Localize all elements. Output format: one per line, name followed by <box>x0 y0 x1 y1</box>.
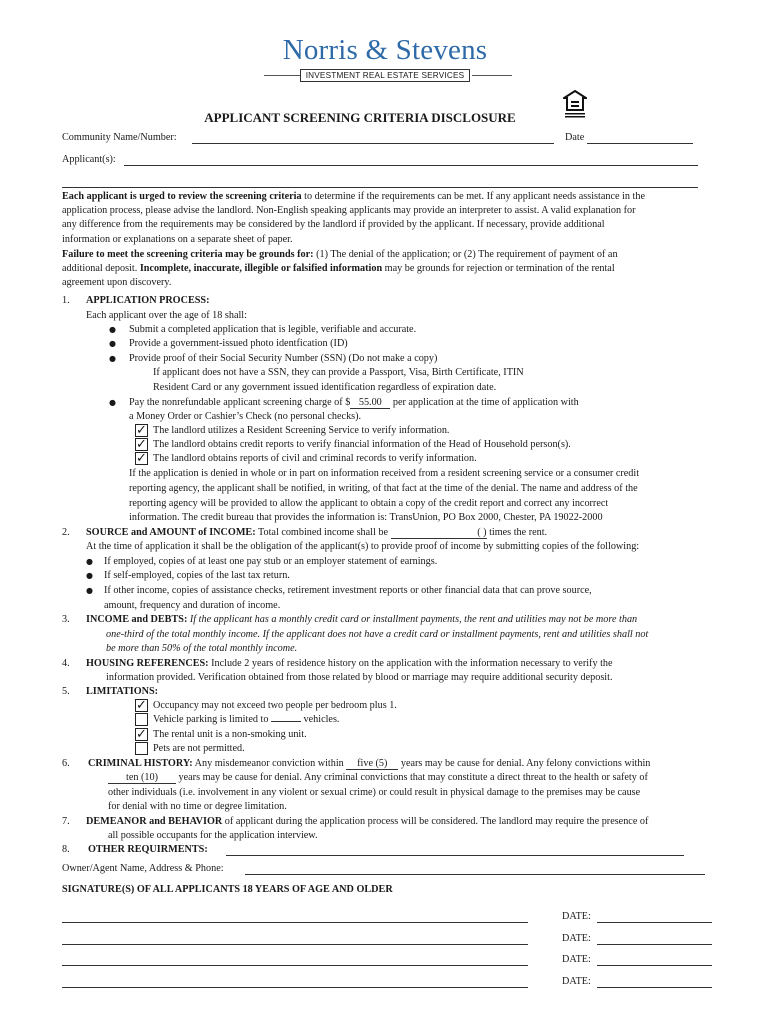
date-label-1: DATE: <box>562 911 591 922</box>
intro-line-4: information or explanations on a separate sheet of paper. <box>62 234 293 245</box>
signature-line-1[interactable] <box>62 922 528 923</box>
section-3-line-2: one-third of the total monthly income. If the applicant does not have a credit card or installment payments, rent and utilities shall not <box>106 629 649 640</box>
company-logo <box>0 34 770 66</box>
s1-bullet-4-line-2: a Money Order or Cashier’s Check (no personal checks). <box>129 411 362 422</box>
section-4-line-1: HOUSING REFERENCES: Include 2 years of residence history on the application with the information necessary to verify the <box>86 658 613 669</box>
date-label-4: DATE: <box>562 976 591 987</box>
section-4-number: 4. <box>62 658 70 669</box>
applicants-field[interactable] <box>124 165 698 166</box>
s1-bullet-3-line-3: Resident Card or any government issued identification regardless of expiration date. <box>153 382 497 393</box>
section-8-heading: OTHER REQUIRMENTS: <box>88 844 208 855</box>
screening-fee-field[interactable]: 55.00 <box>350 397 390 409</box>
s1-denial-line-3: reporting agency will be provided to allow the applicant to obtain a copy of the credit report and correct any incorrect <box>129 498 609 509</box>
date-line-4[interactable] <box>597 987 712 988</box>
page-title: APPLICANT SCREENING CRITERIA DISCLOSURE <box>204 110 516 125</box>
intro-line-2: application process, please advise the landlord. Non-English speaking applicants may provide an interpreter to assist. A valid explanation for <box>62 205 636 216</box>
section-6-line-3: other individuals (i.e. involvement in any violent or sexual crime) or could result in physical damage to the premises may be cause <box>108 787 641 798</box>
date-line-2[interactable] <box>597 944 712 945</box>
signature-line-4[interactable] <box>62 987 528 988</box>
s1-bullet-3-line-2: If applicant does not have a SSN, they can provide a Passport, Visa, Birth Certificate, ITIN <box>153 367 524 378</box>
s1-bullet-3: Provide proof of their Social Security Number (SSN) (Do not make a copy) <box>129 353 438 364</box>
failure-line-2: additional deposit. Incomplete, inaccurate, illegible or falsified information may be grounds for rejection or termination of the rental <box>62 263 615 274</box>
applicants-label: Applicant(s): <box>62 154 116 165</box>
felony-years-field[interactable]: ten (10) <box>108 772 176 784</box>
section-2-intro: At the time of application it shall be the obligation of the applicant(s) to provide proof of income by submitting copies of the following: <box>86 541 640 552</box>
date-line-1[interactable] <box>597 922 712 923</box>
community-field[interactable] <box>192 143 554 144</box>
bullet-icon: ● <box>109 339 116 348</box>
s1-bullet-2: Provide a government-issued photo identfication (ID) <box>129 338 348 349</box>
section-3-line-3: be more than 50% of the total monthly income. <box>106 643 298 654</box>
s2-bullet-2: If self-employed, copies of the last tax return. <box>104 570 290 581</box>
bullet-icon: ● <box>86 571 93 580</box>
section-6-line-1: CRIMINAL HISTORY: Any misdemeanor conviction within five (5) years may be cause for denial. Any felony convictions within <box>88 758 651 769</box>
checkbox-vehicle-parking[interactable] <box>135 713 148 726</box>
misdemeanor-years-field[interactable]: five (5) <box>346 758 398 770</box>
applicants-field-line-2[interactable] <box>62 187 698 188</box>
logo-name-left: Norris <box>282 34 358 66</box>
section-4-line-2: information provided. Verification obtained from those related by blood or marriage may require additional security deposit. <box>106 672 613 683</box>
date-line-3[interactable] <box>597 965 712 966</box>
failure-line-3: agreement upon discovery. <box>62 277 172 288</box>
tagline: INVESTMENT REAL ESTATE SERVICES <box>0 69 770 83</box>
s5-check-4: Pets are not permitted. <box>153 743 245 754</box>
date-label-2: DATE: <box>562 933 591 944</box>
checkbox-criminal-records[interactable]: ✓ <box>136 451 147 466</box>
section-8-number: 8. <box>62 844 70 855</box>
checkbox-screening-service[interactable]: ✓ <box>136 423 147 438</box>
section-1-intro: Each applicant over the age of 18 shall: <box>86 310 247 321</box>
section-1-heading: APPLICATION PROCESS: <box>86 295 210 306</box>
section-2-number: 2. <box>62 527 70 538</box>
s5-check-1: Occupancy may not exceed two people per bedroom plus 1. <box>153 700 397 711</box>
s1-denial-line-4: information. The credit bureau that provides the information is: TransUnion, PO Box 2000, Chester, PA 19022-2000 <box>129 512 603 523</box>
section-5-heading: LIMITATIONS: <box>86 686 159 697</box>
owner-label: Owner/Agent Name, Address & Phone: <box>62 863 224 874</box>
section-2-line-1: SOURCE and AMOUNT of INCOME: Total combined income shall be ( ) times the rent. <box>86 527 548 538</box>
failure-line-1: Failure to meet the screening criteria may be grounds for: (1) The denial of the application; or (2) The requirement of payment of an <box>62 249 618 260</box>
logo-name-right: Stevens <box>395 34 488 66</box>
signature-heading: SIGNATURE(S) OF ALL APPLICANTS 18 YEARS OF AGE AND OLDER <box>62 884 393 895</box>
s1-check-3: The landlord obtains reports of civil and criminal records to verify information. <box>153 453 477 464</box>
bullet-icon: ● <box>109 325 116 334</box>
checkbox-pets[interactable] <box>135 742 148 755</box>
date-field[interactable] <box>587 143 693 144</box>
s2-bullet-3-line-2: amount, frequency and duration of income. <box>104 600 281 611</box>
section-7-line-1: DEMEANOR and BEHAVIOR of applicant during the application process will be considered. The landlord may require the presence of <box>86 816 649 827</box>
s2-bullet-1: If employed, copies of at least one pay stub or an employer statement of earnings. <box>104 556 438 567</box>
signature-line-2[interactable] <box>62 944 528 945</box>
section-6-line-4: for denial with no time or degree limitation. <box>108 801 287 812</box>
income-multiple-field[interactable]: ( ) <box>391 527 487 539</box>
section-6-number: 6. <box>62 758 70 769</box>
community-label: Community Name/Number: <box>62 132 177 143</box>
s1-denial-line-2: reporting agency, the applicant shall be notified, in writing, of that fact at the time of the denial. The name and address of the <box>129 483 638 494</box>
signature-line-3[interactable] <box>62 965 528 966</box>
logo-ampersand: & <box>365 34 389 66</box>
intro-line-3: any difference from the requirements may be considered by the landlord if provided by the applicant. If necessary, provide additional <box>62 219 605 230</box>
bullet-icon: ● <box>109 354 116 363</box>
section-7-number: 7. <box>62 816 70 827</box>
checkbox-credit-reports[interactable]: ✓ <box>136 437 147 452</box>
bullet-icon: ● <box>86 557 93 566</box>
s2-bullet-3: If other income, copies of assistance checks, retirement investment reports or other financial data that can prove source, <box>104 585 592 596</box>
other-requirements-field[interactable] <box>226 855 684 856</box>
date-label: Date <box>565 132 585 143</box>
bullet-icon: ● <box>109 398 116 407</box>
s1-check-2: The landlord obtains credit reports to verify financial information of the Head of Household person(s). <box>153 439 571 450</box>
s1-bullet-4: Pay the nonrefundable applicant screening charge of $ 55.00 per application at the time of application with <box>129 397 579 408</box>
section-6-line-2: ten (10) years may be cause for denial. Any criminal convictions that may constitute a direct threat to the health or safety of <box>108 771 648 785</box>
s5-check-3: The rental unit is a non-smoking unit. <box>153 729 307 740</box>
section-7-line-2: all possible occupants for the application interview. <box>108 830 318 841</box>
date-label-3: DATE: <box>562 954 591 965</box>
s1-bullet-1: Submit a completed application that is legible, verifiable and accurate. <box>129 324 417 335</box>
section-5-number: 5. <box>62 686 70 697</box>
checkbox-non-smoking[interactable]: ✓ <box>136 727 147 742</box>
s1-denial-line-1: If the application is denied in whole or in part on information received from a resident screening service or a consumer credit <box>129 468 640 479</box>
bullet-icon: ● <box>86 586 93 595</box>
checkbox-occupancy[interactable]: ✓ <box>136 698 147 713</box>
s5-check-2: Vehicle parking is limited to vehicles. <box>153 714 340 725</box>
vehicle-count-field[interactable] <box>271 721 301 722</box>
section-1-number: 1. <box>62 295 70 306</box>
section-3-number: 3. <box>62 614 70 625</box>
s1-check-1: The landlord utilizes a Resident Screening Service to verify information. <box>153 425 450 436</box>
owner-field[interactable] <box>245 874 705 875</box>
section-3-line-1: INCOME and DEBTS: If the applicant has a monthly credit card or installment payments, the rent and utilities may not be more than <box>86 614 638 625</box>
intro-line-1: Each applicant is urged to review the screening criteria to determine if the requirements can be met. If any applicant needs assistance in the <box>62 191 645 202</box>
